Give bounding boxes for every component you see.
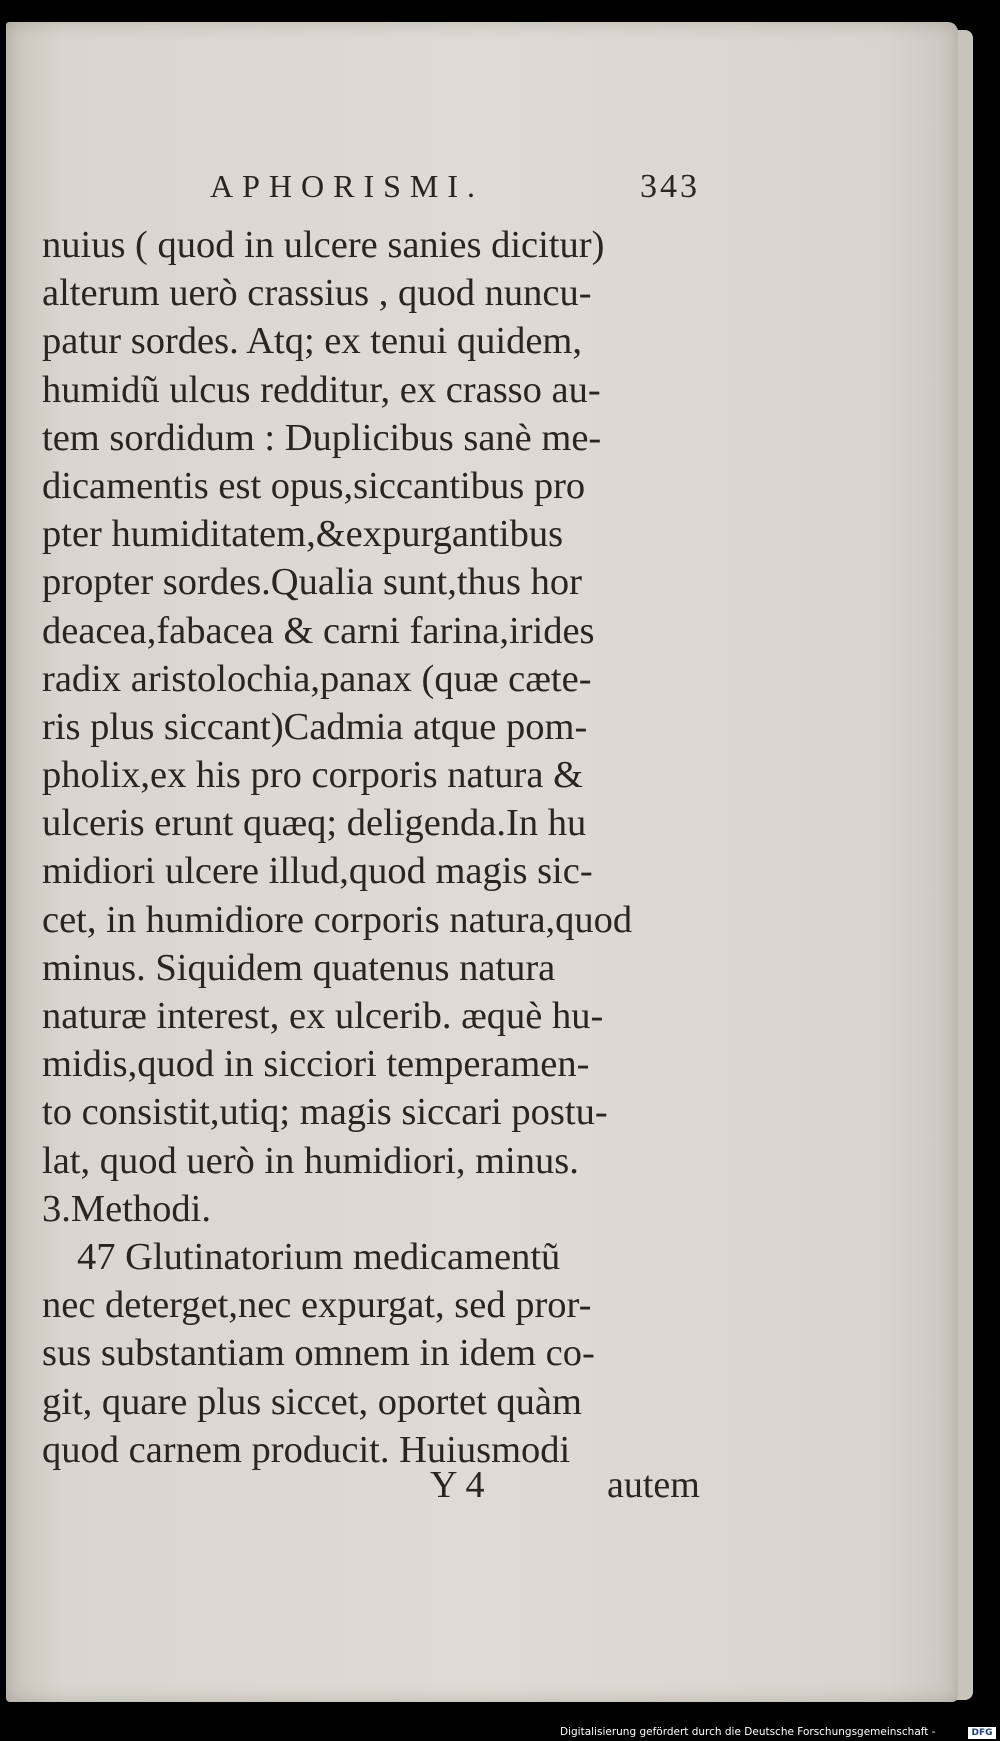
catchline [42, 1463, 732, 1513]
text-line: tem sordidum : Duplicibus sanè me- [42, 416, 602, 459]
digitization-credit: Digitalisierung gefördert durch die Deutsche Forschungsgemeinschaft - [560, 1726, 936, 1738]
text-line: midiori ulcere illud,quod magis sic- [42, 850, 593, 893]
text-line: nec deterget,nec expurgat, sed pror- [42, 1284, 592, 1327]
text-line: cet, in humidiore corporis natura,quod [42, 898, 633, 941]
text-line: alterum uerò crassius , quod nuncu- [42, 272, 592, 315]
text-line: git, quare plus siccet, oportet quàm [42, 1380, 582, 1423]
text-line: lat, quod uerò in humidiori, minus. [42, 1139, 579, 1182]
catchword: autem [607, 1464, 700, 1506]
body-text [42, 221, 732, 1474]
text-line: nuius ( quod in ulcere sanies dicitur) [42, 224, 605, 266]
page-number: 343 [640, 168, 700, 205]
text-line: dicamentis est opus,siccantibus pro [42, 464, 586, 507]
text-line: minus. Siquidem quatenus natura [42, 946, 556, 989]
text-line: quod carnem producit. Huiusmodi [42, 1428, 571, 1471]
text-line: ris plus siccant)Cadmia atque pom- [42, 705, 588, 748]
text-line: propter sordes.Qualia sunt,thus hor [42, 561, 582, 604]
dfg-logo: DFG [968, 1727, 996, 1739]
text-line: sus substantiam omnem in idem co- [42, 1332, 595, 1375]
text-line: midis,quod in sicciori temperamen- [42, 1043, 590, 1086]
text-line: naturæ interest, ex ulcerib. æquè hu- [42, 995, 604, 1037]
page-header [210, 168, 770, 218]
running-head: APHORISMI. [210, 168, 485, 204]
text-line: deacea,fabacea & carni farina,irides [42, 609, 595, 652]
text-line: ulceris erunt quæq; deligenda.In hu [42, 802, 587, 845]
aphorism-number-line: 47 Glutinatorium medicamentũ [77, 1235, 561, 1278]
text-line: humidũ ulcus redditur, ex crasso au- [42, 368, 601, 411]
text-line: patur sordes. Atq; ex tenui quidem, [42, 320, 582, 363]
text-line: pholix,ex his pro corporis natura & [42, 754, 584, 797]
text-line: to consistit,utiq; magis siccari postu- [42, 1091, 608, 1134]
signature-mark: Y 4 [430, 1464, 485, 1506]
text-line: radix aristolochia,panax (quæ cæte- [42, 657, 592, 700]
text-line: 3.Methodi. [42, 1187, 211, 1230]
text-line: pter humiditatem,&expurgantibus [42, 513, 564, 556]
